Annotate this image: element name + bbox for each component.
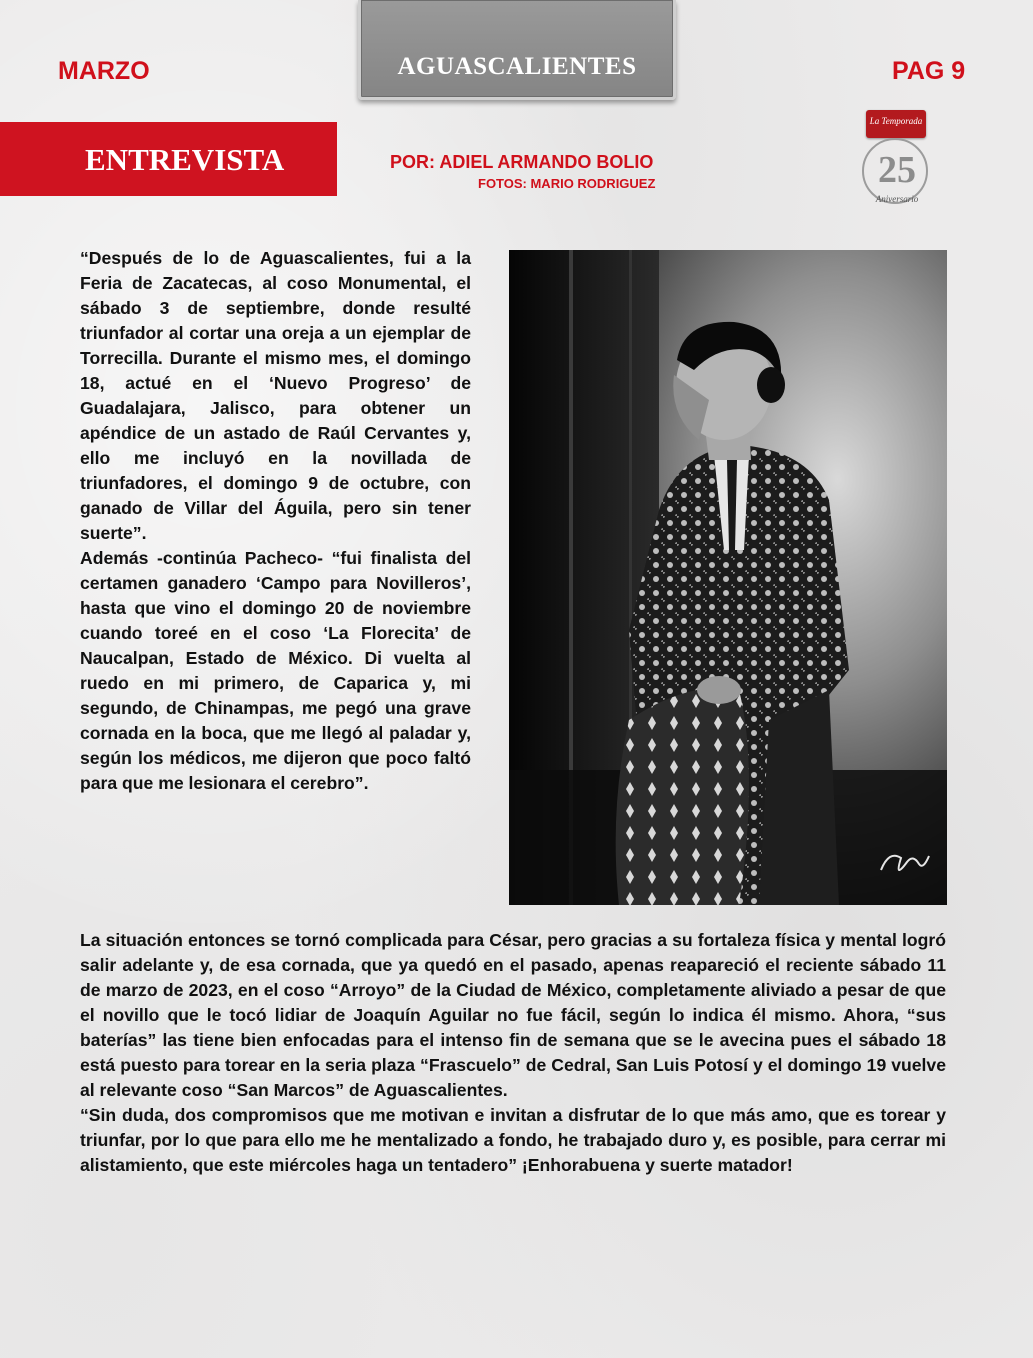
category-banner (0, 122, 337, 196)
category-title: ENTREVISTA (85, 142, 285, 177)
bullfighter-photo (509, 250, 947, 905)
author-byline: POR: ADIEL ARMANDO BOLIO (390, 152, 654, 172)
section-title: AGUASCALIENTES (397, 53, 637, 80)
article-continuation (80, 928, 946, 1178)
brand-name: La Temporada (869, 116, 923, 126)
section-tab (358, 0, 676, 100)
brand-tag (866, 110, 926, 138)
bullfighter-illustration (509, 250, 947, 905)
paragraph-1: “Después de lo de Aguascalientes, fui a la Feria de Zacatecas, al coso Monumental, el sábado 3 de septiembre, donde resulté triunfador al cortar una oreja a un ejemplar de Torrecilla. Durante el mismo mes, el domingo 18, actué en el ‘Nuevo Progreso’ de Guadalajara, Jalisco, para obtener un apéndice de un astado de Raúl Cervantes y, ello me incluyó en la novillada de triunfadores, el domingo 9 de octubre, con ganado de Villar del Águila, pero sin tener suerte”. (80, 248, 471, 543)
anniversary-label: Aniversario (875, 194, 919, 204)
page-number: PAG 9 (892, 57, 966, 85)
month-label: MARZO (58, 57, 150, 85)
article-column (80, 246, 471, 796)
anniversary-logo (856, 108, 938, 210)
photo-credit: FOTOS: MARIO RODRIGUEZ (478, 176, 656, 191)
paragraph-3: La situación entonces se tornó complicada para César, pero gracias a su fortaleza física y mental logró salir adelante y, de esa cornada, que ya quedó en el pasado, apenas reapareció el reciente sábado 11 de marzo de 2023, en el coso “Arroyo” de la Ciudad de México, completamente aliviado a pesar de que el novillo que le tocó lidiar de Joaquín Aguilar no fue fácil, según lo indica él mismo. Ahora, “sus baterías” las tiene bien enfocadas para el intenso fin de semana que se le avecina pues el sábado 18 está puesto para torear en la seria plaza “Frascuelo” de Cedral, San Luis Potosí y el domingo 19 vuelve al relevante coso “San Marcos” de Aguascalientes. (80, 930, 946, 1100)
paragraph-4: “Sin duda, dos compromisos que me motivan e invitan a disfrutar de lo que más amo, que es torear y triunfar, por lo que para ello me he mentalizado a fondo, he trabajado duro y, es posible, para cerrar mi alistamiento, que este miércoles haga un tentadero” ¡Enhorabuena y suerte matador! (80, 1105, 946, 1175)
paragraph-2: Además -continúa Pacheco- “fui finalista del certamen ganadero ‘Campo para Novilleros’, hasta que vino el domingo 20 de noviembre cuando toreé en el coso ‘La Florecita’ de Naucalpan, Estado de México. Di vuelta al ruedo en mi primero, de Caparica y, mi segundo, de Chinampas, me pegó una grave cornada en la boca, que me llegó al paladar y, según los médicos, me dijeron que poco faltó para que me lesionara el cerebro”. (80, 548, 471, 793)
anniversary-number: 25 (878, 149, 916, 191)
